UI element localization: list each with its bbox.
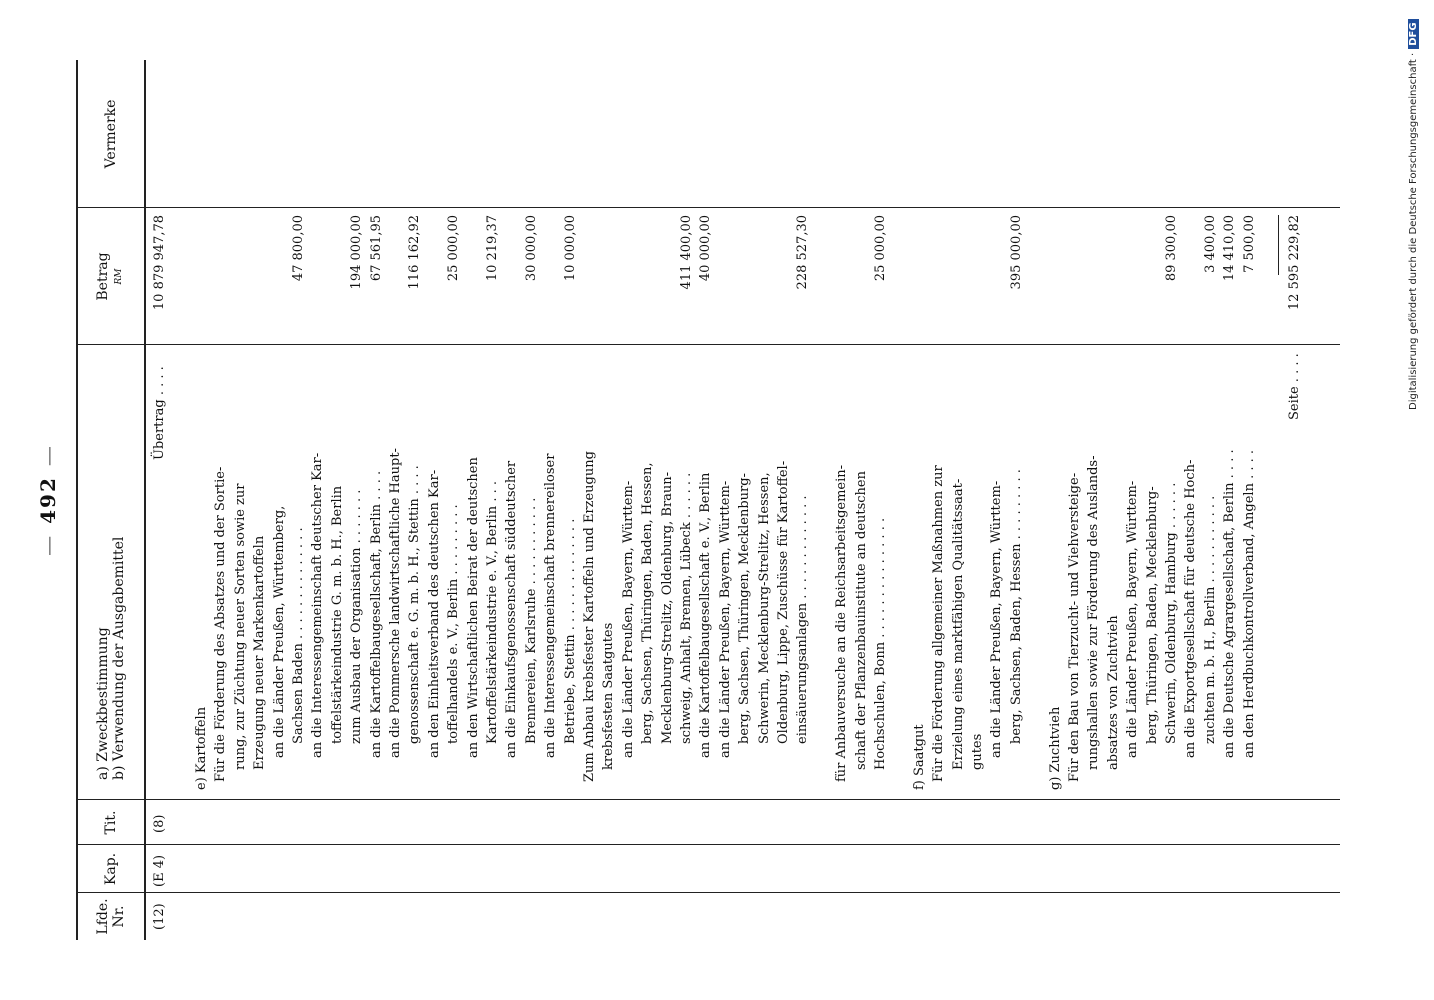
line-text: rungshallen sowie zur Förderung des Auslands- [1086,455,1102,770]
line-amount: 411 400,00 [679,215,694,290]
line-amount: 194 000,00 [349,215,365,290]
line-amount: 10 000,00 [562,215,578,282]
line-amount: 116 162,92 [407,215,423,290]
line-text: e) Kartoffeln [194,706,209,790]
header-zweck: a) Zweckbestimmung b) Verwendung der Ausgabemittel [95,536,127,780]
col-divider-kap [78,844,1340,845]
line-amount: 40 000,00 [698,215,714,282]
line-text: an die Länder Preußen, Bayern, Württem- [717,480,733,758]
line-text: zuchten m. b. H., Berlin . . . . . . . . . . . [1202,495,1218,744]
line-amount: 25 000,00 [446,215,462,282]
line-text: Für die Förderung des Absatzes und der Sortie- [213,466,229,782]
header-vermerke: Vermerke [103,99,119,169]
seite-label: Seite . . . . [1287,353,1302,420]
line-text: berg, Sachsen, Thüringen, Mecklenburg- [737,473,753,744]
cell-kap: (E 4) [152,854,167,887]
line-amount: 25 000,00 [873,215,888,282]
dfg-logo: DFG [1408,19,1419,48]
line-text: Für die Förderung allgemeiner Maßnahmen zur [931,465,947,782]
line-text: Sachsen Baden . . . . . . . . . . . . . . [291,527,306,744]
cell-lfde-nr: (12) [152,903,167,930]
line-text: g) Zuchtvieh [1047,706,1063,790]
line-text: an die Deutsche Agrargesellschaft, Berlin . . . . [1222,449,1238,758]
line-amount: 3 400,00 [1202,215,1218,273]
line-text: an den Einheitsverband des deutschen Kar- [426,469,442,758]
line-text: toffelstärkeindustrie G. m. b. H., Berlin [329,485,345,744]
line-text: Betriebe, Stettin . . . . . . . . . . . . . . [562,518,578,744]
line-text: an die Interessengemeinschaft deutscher Kar- [310,452,326,758]
line-text: an die Einkaufsgenossenschaft süddeutscher [504,460,520,758]
line-text: Zum Anbau krebsfester Kartoffeln und Erzeugung [582,451,597,782]
line-text: absatzes von Zuchtvieh [1105,615,1121,770]
line-text: schaft der Pflanzenbauinstitute an deutschen [853,471,869,770]
line-text: f) Saatgut [911,724,927,790]
line-text: schweig, Anhalt, Bremen, Lübeck . . . . . . [679,472,694,744]
header-tit: Tit. [103,810,119,835]
line-amount: 228 527,30 [795,215,811,290]
line-text: Brennereien, Karlsruhe . . . . . . . . . . . [523,497,539,744]
line-text: an die Länder Preußen, Bayern, Württem- [989,480,1005,758]
col-divider-zweck [78,344,1340,345]
line-amount: 7 500,00 [1241,215,1257,273]
line-text: Erzeugung neuer Markenkartoffeln [252,535,268,770]
line-text: krebsfesten Saatgutes [601,622,617,770]
line-text: an die Länder Preußen, Württemberg, [271,505,287,758]
header-rule [144,60,146,940]
line-text: rung, zur Züchtung neuer Sorten sowie zur [232,483,248,770]
line-text: an den Herdbuchkontrollverband, Angeln . . . . [1241,450,1257,758]
line-text: an die Kartoffelbaugesellschaft e. V., Berlin [698,472,714,758]
seite-amount: 12 595 229,82 [1287,215,1302,311]
line-text: Schwerin, Oldenburg, Hamburg . . . . . . [1164,482,1179,744]
header-kap: Kap. [103,852,119,886]
line-amount: 14 410,00 [1222,215,1238,282]
line-text: Kartoffelstärkeindustrie e. V., Berlin . . . [485,481,500,744]
dfg-credit [1408,10,1430,530]
header-betrag: Betrag RM [95,252,124,301]
line-amount: 89 300,00 [1164,215,1179,282]
line-text: berg, Sachsen, Thüringen, Baden, Hessen, [640,462,656,744]
line-text: Oldenburg, Lippe, Zuschüsse für Kartoffel- [776,460,791,744]
line-text: zum Ausbau der Organisation . . . . . . . [349,489,365,744]
col-divider-tit [78,799,1340,800]
line-text: berg, Sachsen, Baden, Hessen . . . . . . . . . [1008,469,1024,744]
uebertrag-label: Übertrag . . . . [152,366,167,460]
line-text: gutes [970,733,985,770]
line-amount: 67 561,95 [368,215,384,282]
line-text: für Anbauversuche an die Reichsarbeitsgemein- [834,464,850,782]
line-text: an die Interessengemeinschaft brennereiloser [543,453,559,758]
line-amount: 30 000,00 [523,215,539,282]
uebertrag-amount: 10 879 947,78 [152,215,167,311]
header-lfde-nr: Lfde. Nr. [95,898,127,935]
line-text: an den Wirtschaftlichen Beirat der deutschen [465,457,481,758]
line-text: Für den Bau von Tierzucht- und Viehversteige- [1067,472,1082,782]
line-text: an die Kartoffelbaugesellschaft, Berlin . . . . [368,470,384,758]
line-text: an die Exportgesellschaft für deutsche Hoch- [1183,459,1199,758]
line-text: an die Pommersche landwirtschaftliche Haupt- [388,448,403,758]
line-text: toffelhandels e. V., Berlin . . . . . . . . . [446,504,462,744]
line-text: Mecklenburg-Strelitz, Oldenburg, Braun- [659,471,675,744]
dfg-note: Digitalisierung gefördert durch die Deutsche Forschungsgemeinschaft · [1408,52,1419,410]
line-text: Hochschulen, Bonn . . . . . . . . . . . . . . . [873,517,888,770]
col-divider-betrag [78,207,1340,208]
col-divider-lfde [78,892,1340,893]
line-text: einsäuerungsanlagen . . . . . . . . . . . . . [795,495,811,744]
line-amount: 395 000,00 [1008,215,1024,290]
line-amount: 10 219,37 [485,215,500,282]
cell-tit: (8) [152,814,167,833]
line-text: berg, Thüringen, Baden, Mecklenburg- [1144,486,1160,744]
line-amount: 47 800,00 [291,215,306,282]
page-number: —492— [36,444,60,556]
sum-rule [1278,215,1279,275]
line-text: genossenschaft e. G. m. b. H., Stettin . . . . [407,465,423,744]
line-text: an die Länder Preußen, Bayern, Württem- [1125,480,1141,758]
line-text: Erzielung eines marktfähigen Qualitätssaat- [950,478,966,770]
line-text: an die Länder Preußen, Bayern, Württem- [620,480,636,758]
line-text: Schwerin, Mecklenburg-Strelitz, Hessen, [756,472,772,744]
